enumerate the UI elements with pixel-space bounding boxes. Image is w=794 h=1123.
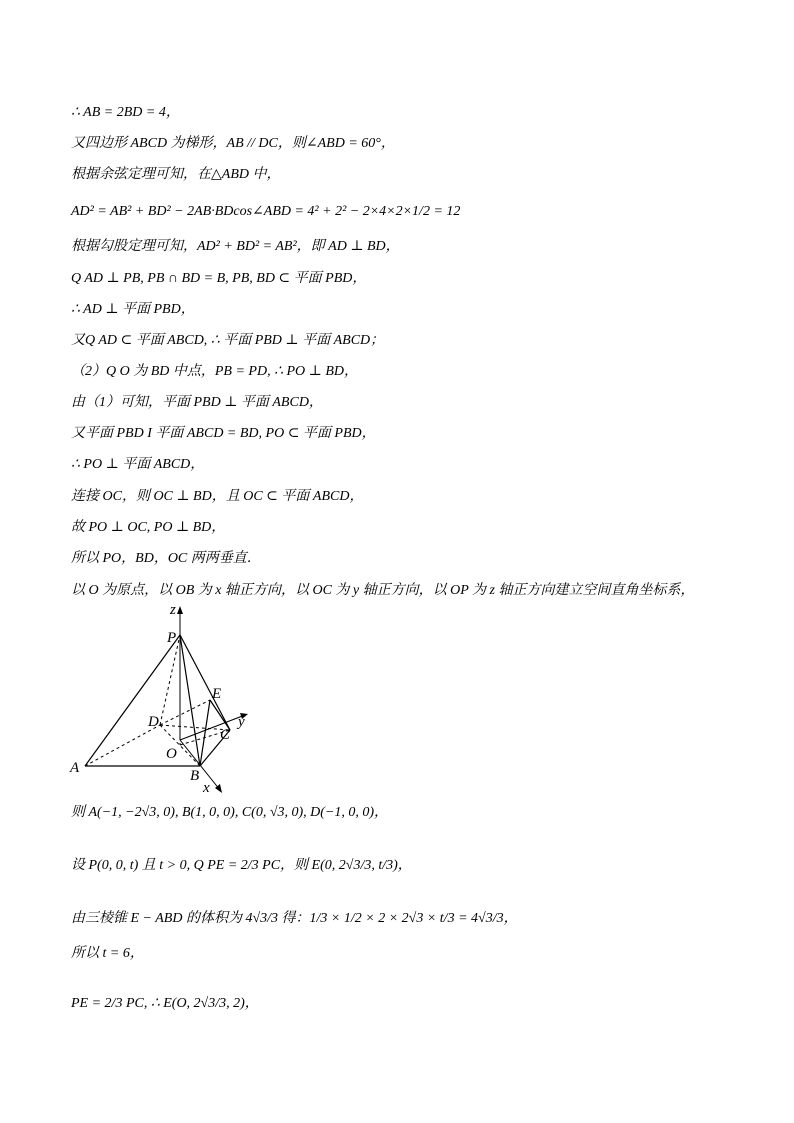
text-line-7: ∴ AD ⊥ 平面 PBD， [71, 302, 195, 317]
text-line-21: PE = 2/3 PC, ∴ E(O, 2√3/3, 2)， [71, 996, 259, 1011]
label-x: x [203, 780, 210, 796]
text-line-2: 又四边形 ABCD 为梯形，AB // DC，则∠ABD = 60°， [71, 136, 395, 151]
text-line-19: 由三棱锥 E − ABD 的体积为 4√3/3 得：1/3 × 1/2 × 2 × 2√3 × t/3 = 4√3/3， [71, 911, 518, 926]
label-D: D [148, 714, 159, 730]
text-line-5: 根据勾股定理可知，AD² + BD² = AB²，即 AD ⊥ BD， [71, 239, 400, 254]
text-line-1: ∴ AB = 2BD = 4， [71, 105, 180, 120]
text-line-8: 又Q AD ⊂ 平面 ABCD, ∴ 平面 PBD ⊥ 平面 ABCD； [71, 333, 385, 348]
label-y: y [238, 714, 245, 730]
text-line-9: （2）Q O 为 BD 中点，PB = PD, ∴ PO ⊥ BD， [71, 364, 358, 379]
text-line-18: 设 P(0, 0, t) 且 t > 0, Q PE = 2/3 PC，则 E(0, 2√3/3, t/3)， [71, 858, 412, 873]
text-line-6: Q AD ⊥ PB, PB ∩ BD = B, PB, BD ⊂ 平面 PBD， [71, 271, 367, 286]
text-line-14: 故 PO ⊥ OC, PO ⊥ BD， [71, 520, 226, 535]
label-O: O [166, 746, 177, 762]
text-line-3: 根据余弦定理可知，在△ABD 中， [71, 167, 281, 182]
text-line-15: 所以 PO，BD，OC 两两垂直． [71, 551, 261, 566]
text-line-20: 所以 t = 6， [71, 946, 144, 961]
text-line-16: 以 O 为原点，以 OB 为 x 轴正方向，以 OC 为 y 轴正方向，以 OP 为 z 轴正方向建立空间直角坐标系， [71, 583, 695, 598]
label-P: P [167, 630, 177, 646]
text-line-13: 连接 OC，则 OC ⊥ BD，且 OC ⊂ 平面 ABCD， [71, 489, 364, 504]
label-A: A [70, 760, 80, 776]
label-C: C [220, 727, 231, 743]
pyramid-figure [60, 600, 260, 800]
text-line-4: AD² = AB² + BD² − 2AB·BDcos∠ABD = 4² + 2² − 2×4×2×1/2 = 12 [71, 204, 461, 219]
text-line-11: 又平面 PBD I 平面 ABCD = BD, PO ⊂ 平面 PBD， [71, 426, 376, 441]
label-z: z [170, 602, 176, 618]
label-B: B [190, 768, 200, 784]
text-line-10: 由（1）可知，平面 PBD ⊥ 平面 ABCD， [71, 395, 323, 410]
text-line-17: 则 A(−1, −2√3, 0), B(1, 0, 0), C(0, √3, 0), D(−1, 0, 0)， [71, 805, 389, 820]
text-line-12: ∴ PO ⊥ 平面 ABCD， [71, 457, 205, 472]
label-E: E [212, 686, 222, 702]
